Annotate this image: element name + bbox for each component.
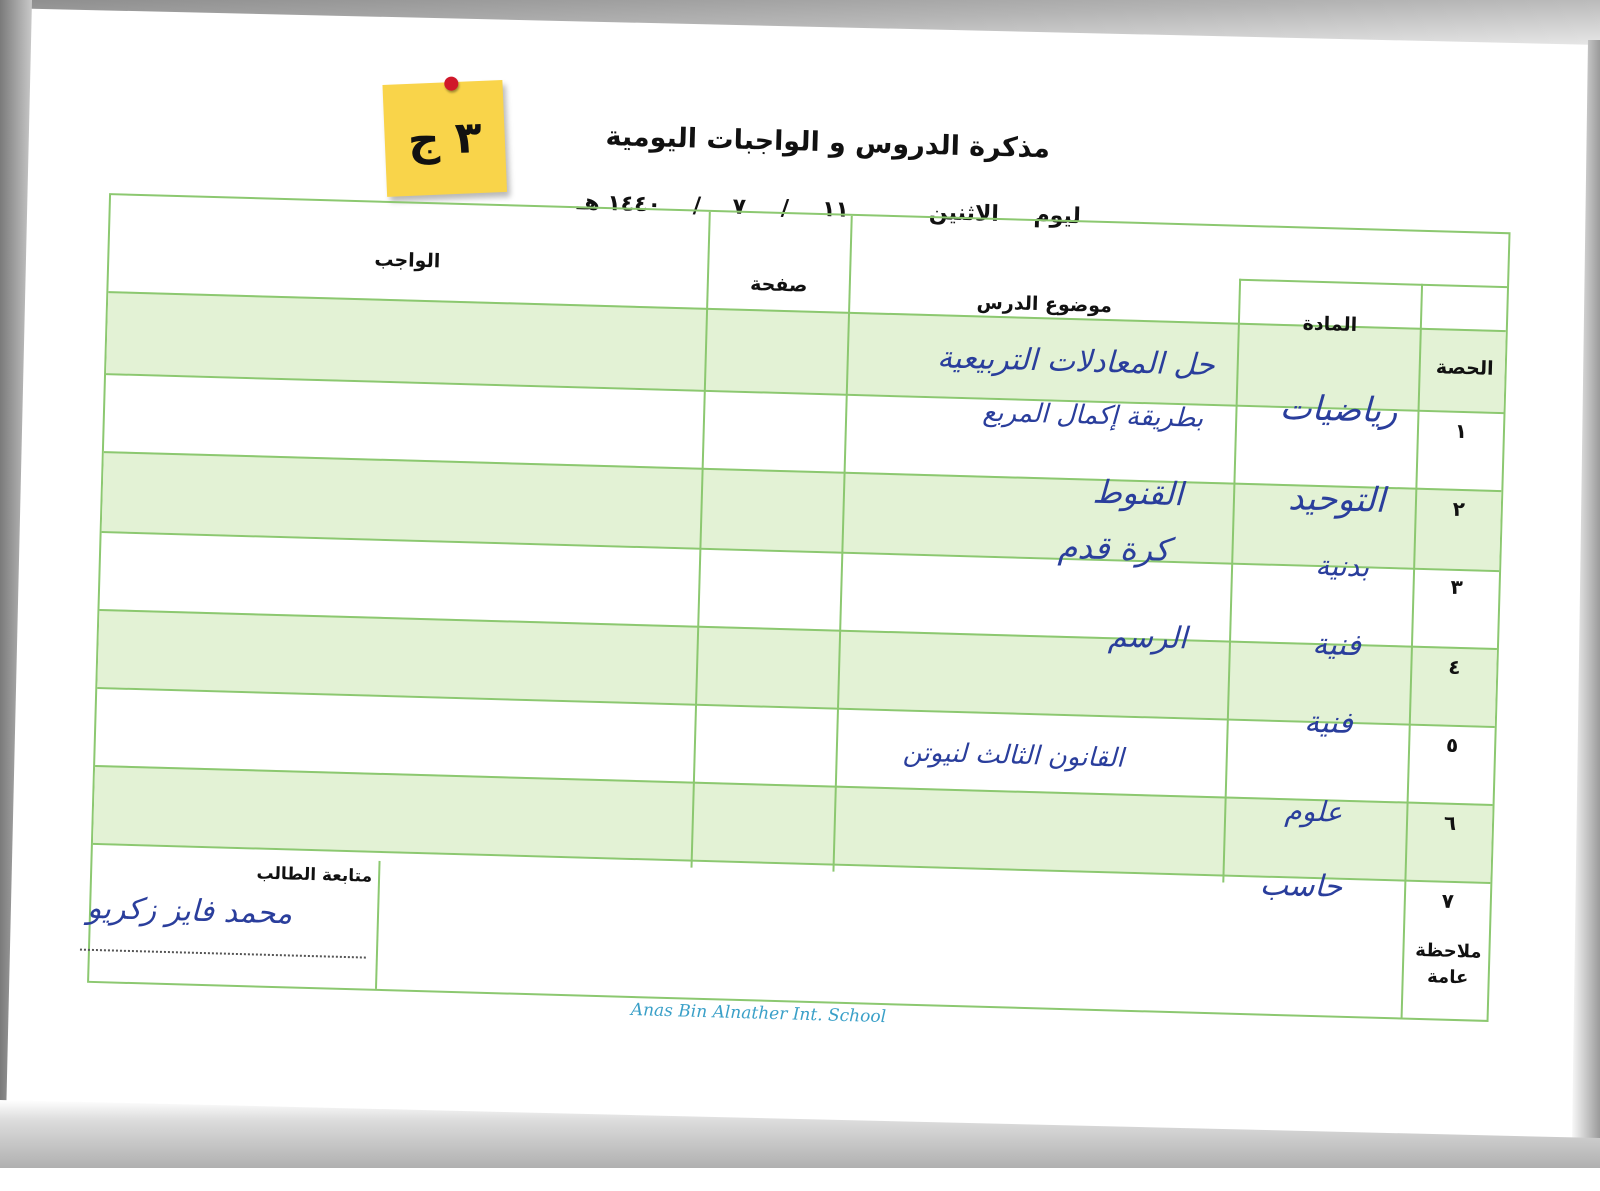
- student-signature: محمد فايز زكريو: [86, 890, 293, 932]
- general-note-label: ملاحظة عامة: [1415, 939, 1482, 989]
- row-number: ٤: [1447, 654, 1461, 680]
- date-month: ٧: [732, 194, 747, 220]
- subject-cell: علوم: [1284, 794, 1343, 829]
- topic-cell: الرسم: [1107, 619, 1188, 657]
- class-sticky-note: [382, 80, 507, 197]
- header-lesson-topic: موضوع الدرس: [976, 291, 1113, 318]
- col-divider: [375, 861, 381, 989]
- class-label: ٣ ج: [406, 111, 483, 166]
- header-top-line: [1239, 279, 1507, 288]
- subject-cell: التوحيد: [1287, 478, 1386, 521]
- date-year: ١٤٤٠ هـ: [576, 190, 662, 218]
- row-number: ٦: [1443, 810, 1457, 835]
- topic-cell: القانون الثالث لنيوتن: [902, 737, 1125, 774]
- row-number: ٣: [1450, 574, 1464, 600]
- subject-cell: بدنية: [1314, 548, 1370, 584]
- page-title: مذكرة الدروس و الواجبات اليومية: [605, 120, 1051, 165]
- row-number: ٧: [1441, 888, 1455, 913]
- day-label: ليوم: [1033, 202, 1082, 230]
- date-day: ١١: [821, 197, 850, 223]
- school-footer: Anas Bin Alnather Int. School: [630, 999, 887, 1028]
- topic-cell: حل المعادلات التربيعية: [936, 340, 1216, 384]
- date-separator: /: [780, 195, 790, 222]
- topic-cell: القنوط: [1092, 472, 1184, 514]
- lessons-table: [87, 193, 1511, 1022]
- subject-cell: فنية: [1303, 704, 1354, 742]
- subject-cell: رياضيات: [1279, 387, 1399, 432]
- subject-cell: فنية: [1311, 626, 1362, 664]
- header-homework: الواجب: [374, 248, 441, 273]
- date-separator: /: [692, 193, 702, 219]
- subject-cell: حاسب: [1259, 867, 1343, 905]
- day-name: الاثنين: [928, 200, 1000, 227]
- row-number: ٢: [1452, 496, 1466, 522]
- header-subject: المادة: [1302, 312, 1358, 337]
- topic-cell: كرة قدم: [1057, 527, 1171, 569]
- row-number: ١: [1454, 418, 1468, 444]
- header-period: الحصة: [1435, 356, 1494, 380]
- row-number: ٥: [1445, 732, 1459, 757]
- topic-cell: بطريقة إكمال المربع: [982, 397, 1204, 434]
- student-followup-label: متابعة الطالب: [256, 863, 373, 887]
- header-page: صفحة: [749, 273, 808, 297]
